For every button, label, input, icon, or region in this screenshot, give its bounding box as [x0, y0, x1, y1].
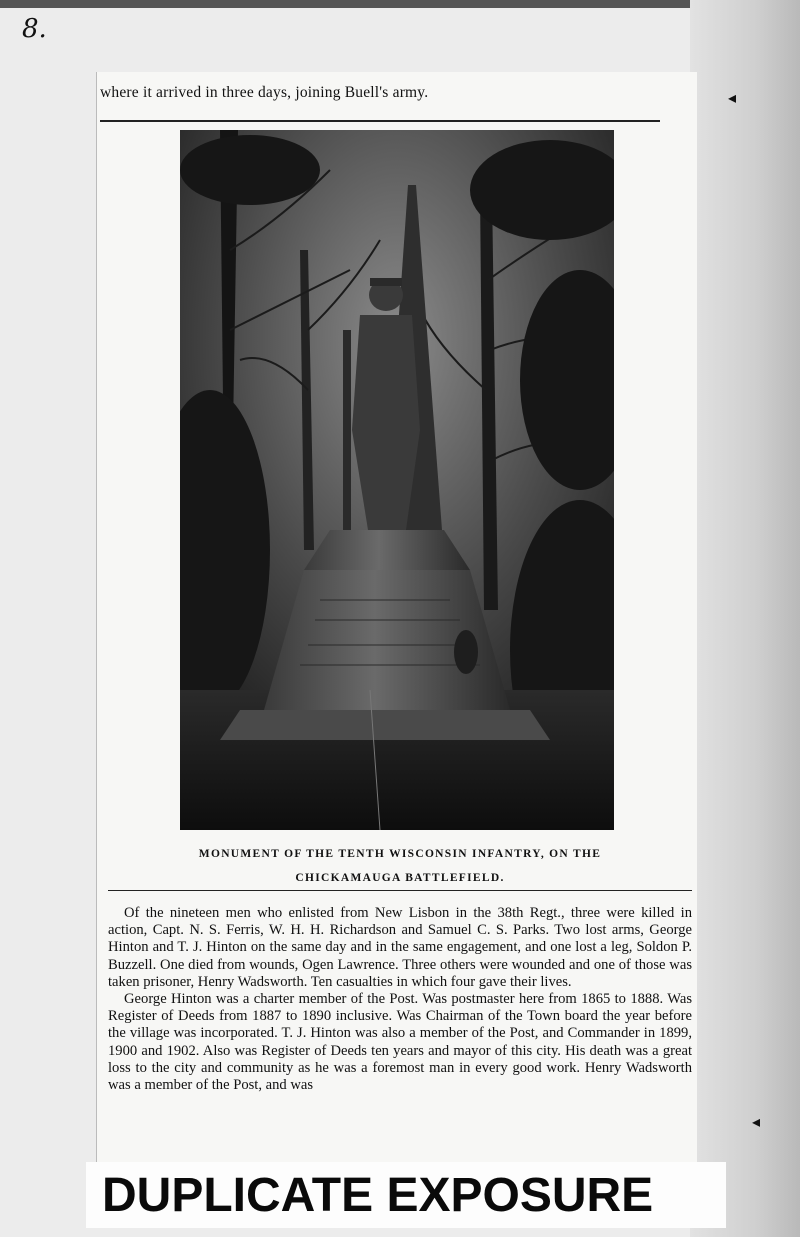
photo-caption — [150, 842, 650, 890]
monument-base — [220, 710, 550, 740]
top-rule — [100, 120, 660, 122]
caption-line-2: CHICKAMAUGA BATTLEFIELD. — [295, 872, 505, 884]
duplicate-exposure-stamp: DUPLICATE EXPOSURE — [102, 1169, 654, 1222]
pedestal-top — [304, 530, 470, 570]
article-paragraph-2: George Hinton was a charter member of the Post. Was postmaster here from 1865 to 1888. Was Register of Deeds from 1887 to 1890 inclusive. Was Chairman of the Town board the year before the village was incorporated. T. J. Hinton was also a member of the Post, and Commander in 1899, 1900 and 1902. Also was Register of Deeds ten years and mayor of this city. His death was a great loss to the city and community as he was a foremost man in every good work. Henry Wadsworth was a member of the Post, and was — [108, 991, 692, 1094]
caption-line-1: MONUMENT OF THE TENTH WISCONSIN INFANTRY, ON THE — [198, 848, 602, 860]
monument-photo — [180, 130, 614, 830]
top-text-line: where it arrived in three days, joining Buell's army. — [100, 84, 429, 101]
arrow-mark-bottom: ◂ — [752, 1112, 761, 1131]
monument-photo-drawing — [180, 130, 614, 830]
page-number: 8. — [22, 14, 47, 44]
caption-rule — [108, 890, 692, 891]
article-paragraph-1: Of the nineteen men who enlisted from New Lisbon in the 38th Regt., three were killed in action, Capt. N. S. Ferris, W. H. H. Richardson and Samuel C. S. Parks. Two lost arms, George Hinton and T. J. Hinton on the same day and in the same engagement, and one lost a leg, Soldon P. Buzzell. One died from wounds, Ogen Lawrence. Three others were wounded and one of those was taken prisoner, Henry Wadsworth. Ten casualties in which four gave their lives. — [108, 905, 692, 990]
scan-right-edge — [690, 0, 800, 1237]
article-body — [108, 905, 692, 1094]
arrow-mark-top: ◂ — [728, 88, 737, 107]
medallion — [454, 630, 478, 674]
scan-top-edge — [0, 0, 800, 8]
